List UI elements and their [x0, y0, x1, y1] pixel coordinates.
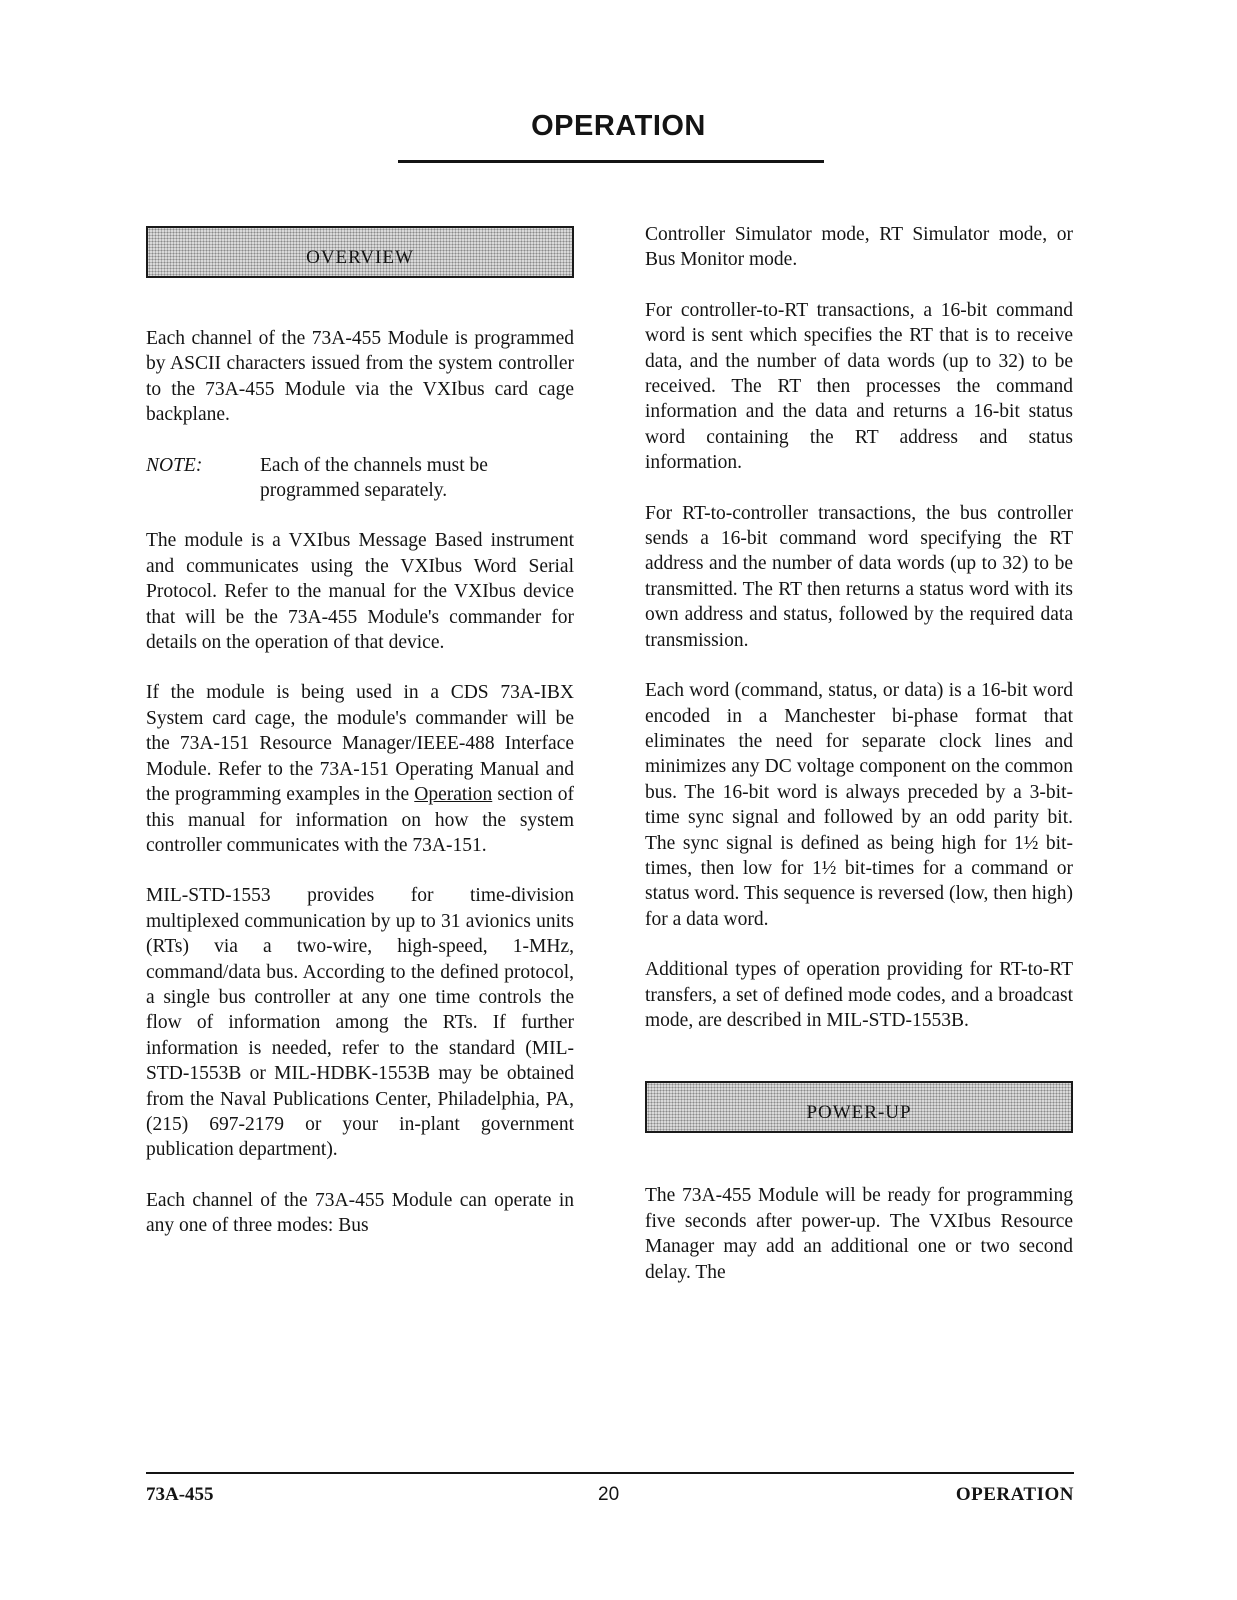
paragraph-modes-continued: Controller Simulator mode, RT Simulator mode, or Bus Monitor mode. — [645, 224, 1073, 271]
power-up-heading-box — [645, 1081, 1073, 1133]
paragraph-modes: Each channel of the 73A-455 Module can operate in any one of three modes: Bus — [146, 1189, 574, 1237]
paragraph-mil-std: MIL-STD-1553 provides for time-division multiplexed communication by up to 31 avionics units (RTs) via a two-wire, high-speed, 1-MHz, command/data bus. According to the defined protocol, a single bus controller at any one time controls the flow of information among the RTs. If further information is needed, refer to the standard (MIL-STD-1553B or MIL-HDBK-1553B may be obtained from the Naval Publications Center, Philadelphia, PA, (215) 697-2179 or your in-plant government publication department). — [146, 885, 574, 1161]
paragraph-controller-to-rt: For controller-to-RT transactions, a 16-bit command word is sent which specifies the RT that is to receive data, and the number of data words (up to 32) to be received. The RT then processes the command information and the data and returns a 16-bit status word containing the RT address and status information. — [645, 299, 1073, 474]
note-block — [146, 453, 574, 504]
footer-page-number: 20 — [598, 1484, 620, 1505]
left-column — [146, 222, 574, 1264]
paragraph-programming: Each channel of the 73A-455 Module is programmed by ASCII characters issued from the system controller to the 73A-455 Module via the VXIbus card cage backplane. — [146, 328, 574, 426]
note-text: Each of the channels must be programmed separately. — [260, 454, 488, 502]
footer-section: OPERATION — [955, 1484, 1074, 1505]
footer-rule — [146, 1472, 1074, 1474]
paragraph-additional-types: Additional types of operation providing for RT-to-RT transfers, a set of defined mode codes, and a broadcast mode, are described in MIL-STD-1553B. — [645, 959, 1073, 1031]
paragraph-commander — [146, 680, 574, 858]
paragraph-commander-text-b: section of this manual for information on how the system controller communicates with the 73A-151. — [146, 784, 574, 856]
paragraph-power-up: The 73A-455 Module will be ready for programming five seconds after power-up. The VXIbus Resource Manager may add an additional one or two second delay. The — [645, 1185, 1073, 1283]
paragraph-rt-to-controller: For RT-to-controller transactions, the bus controller sends a 16-bit command word specifying the RT address and the number of data words (up to 32) to be transmitted. The RT then returns a status word with its own address and status, followed by the required data transmission. — [645, 502, 1073, 651]
paragraph-commander-text-a: If the module is being used in a CDS 73A-IBX System card cage, the module's commander will be the 73A-151 Resource Manager/IEEE-488 Interface Module. Refer to the 73A-151 Operating Manual and the programming examples in the — [146, 682, 574, 806]
right-column — [645, 222, 1073, 1310]
title-rule — [398, 160, 824, 163]
operation-reference: Operation — [414, 784, 493, 806]
overview-heading: OVERVIEW — [306, 246, 414, 268]
footer-model: 73A-455 — [146, 1484, 214, 1505]
power-up-heading: POWER-UP — [806, 1101, 912, 1123]
paragraph-word-encoding: Each word (command, status, or data) is a 16-bit word encoded in a Manchester bi-phase format that eliminates the need for separate clock lines and minimizes any DC voltage component on the common bus. The 16-bit word is always preceded by a 3-bit-time sync signal and followed by an odd parity bit. The sync signal is defined as being high for 1½ bit-times, then low for 1½ bit-times for a command or status word. This sequence is reversed (low, then high) for a data word. — [645, 680, 1073, 930]
overview-heading-box — [146, 226, 574, 278]
note-label: NOTE: — [146, 454, 203, 476]
paragraph-message-based: The module is a VXIbus Message Based instrument and communicates using the VXIbus Word Serial Protocol. Refer to the manual for the VXIbus device that will be the 73A-455 Module's commander for details on the operation of that device. — [146, 530, 574, 654]
page-title: OPERATION — [531, 110, 706, 142]
